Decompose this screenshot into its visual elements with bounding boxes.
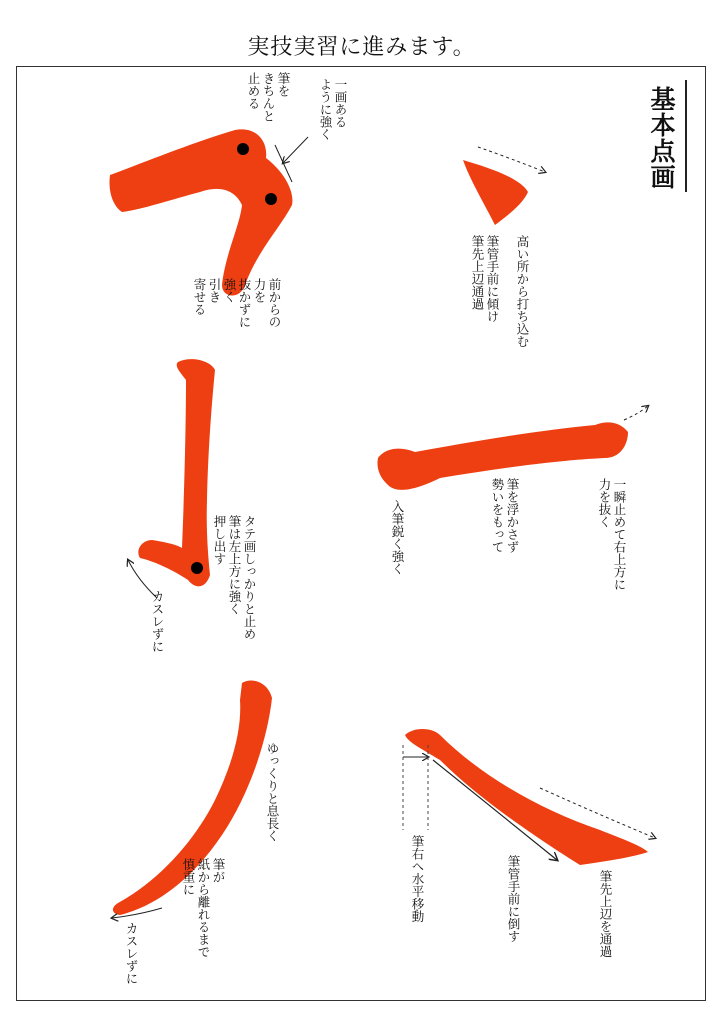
dot-stop-1 (237, 143, 249, 155)
arrow-yoko-lift (624, 406, 648, 420)
note-tome-top: 筆先上辺を通過 (598, 870, 613, 958)
note-harai-slow: ゆっくりと息長く (265, 742, 280, 842)
note-stop: 筆を きちんと 止める (246, 72, 291, 122)
panel-title: 基本点画 (647, 86, 676, 190)
note-harai-careful: 筆が 紙から離れるまで 慎重に (181, 858, 226, 958)
note-pull: 前からの 力を 抜かずに 強く 引き 寄せる (192, 278, 282, 328)
page-header: 実技実習に進みます。 (247, 35, 476, 60)
note-strong: 一画ある ように強く (318, 78, 348, 141)
stroke-orekaeshi (110, 129, 293, 295)
note-tome-horizontal: 筆右へ水平移動 (410, 835, 425, 923)
dot-stop-2 (265, 193, 277, 205)
note-tate-firm: タテ画しっかりと止め 筆は左上方に強く 押し出す (212, 515, 257, 640)
stroke-migi-harai (405, 729, 648, 865)
dot-tate-stop (191, 562, 203, 574)
pointer-line-strong (283, 137, 308, 163)
note-tate-nokasure: カスレずに (150, 590, 165, 653)
note-harai-nokasure: カスレずに (124, 922, 139, 985)
note-entry: 入筆鋭く強く (390, 500, 405, 575)
note-tilt: 筆管手前に傾け 筆先上辺通過 (470, 235, 500, 323)
note-tome-tilt: 筆管手前に倒す (506, 855, 521, 943)
note-strike: 高い所から打ち込む (515, 235, 530, 348)
panel-title-box (645, 80, 687, 192)
note-pause: 一瞬止めて右上方に 力を抜く (597, 478, 627, 591)
note-float: 筆を浮かさず 勢いをもって (490, 478, 520, 553)
stroke-tate-hane (138, 359, 215, 586)
stroke-ten (463, 160, 528, 225)
